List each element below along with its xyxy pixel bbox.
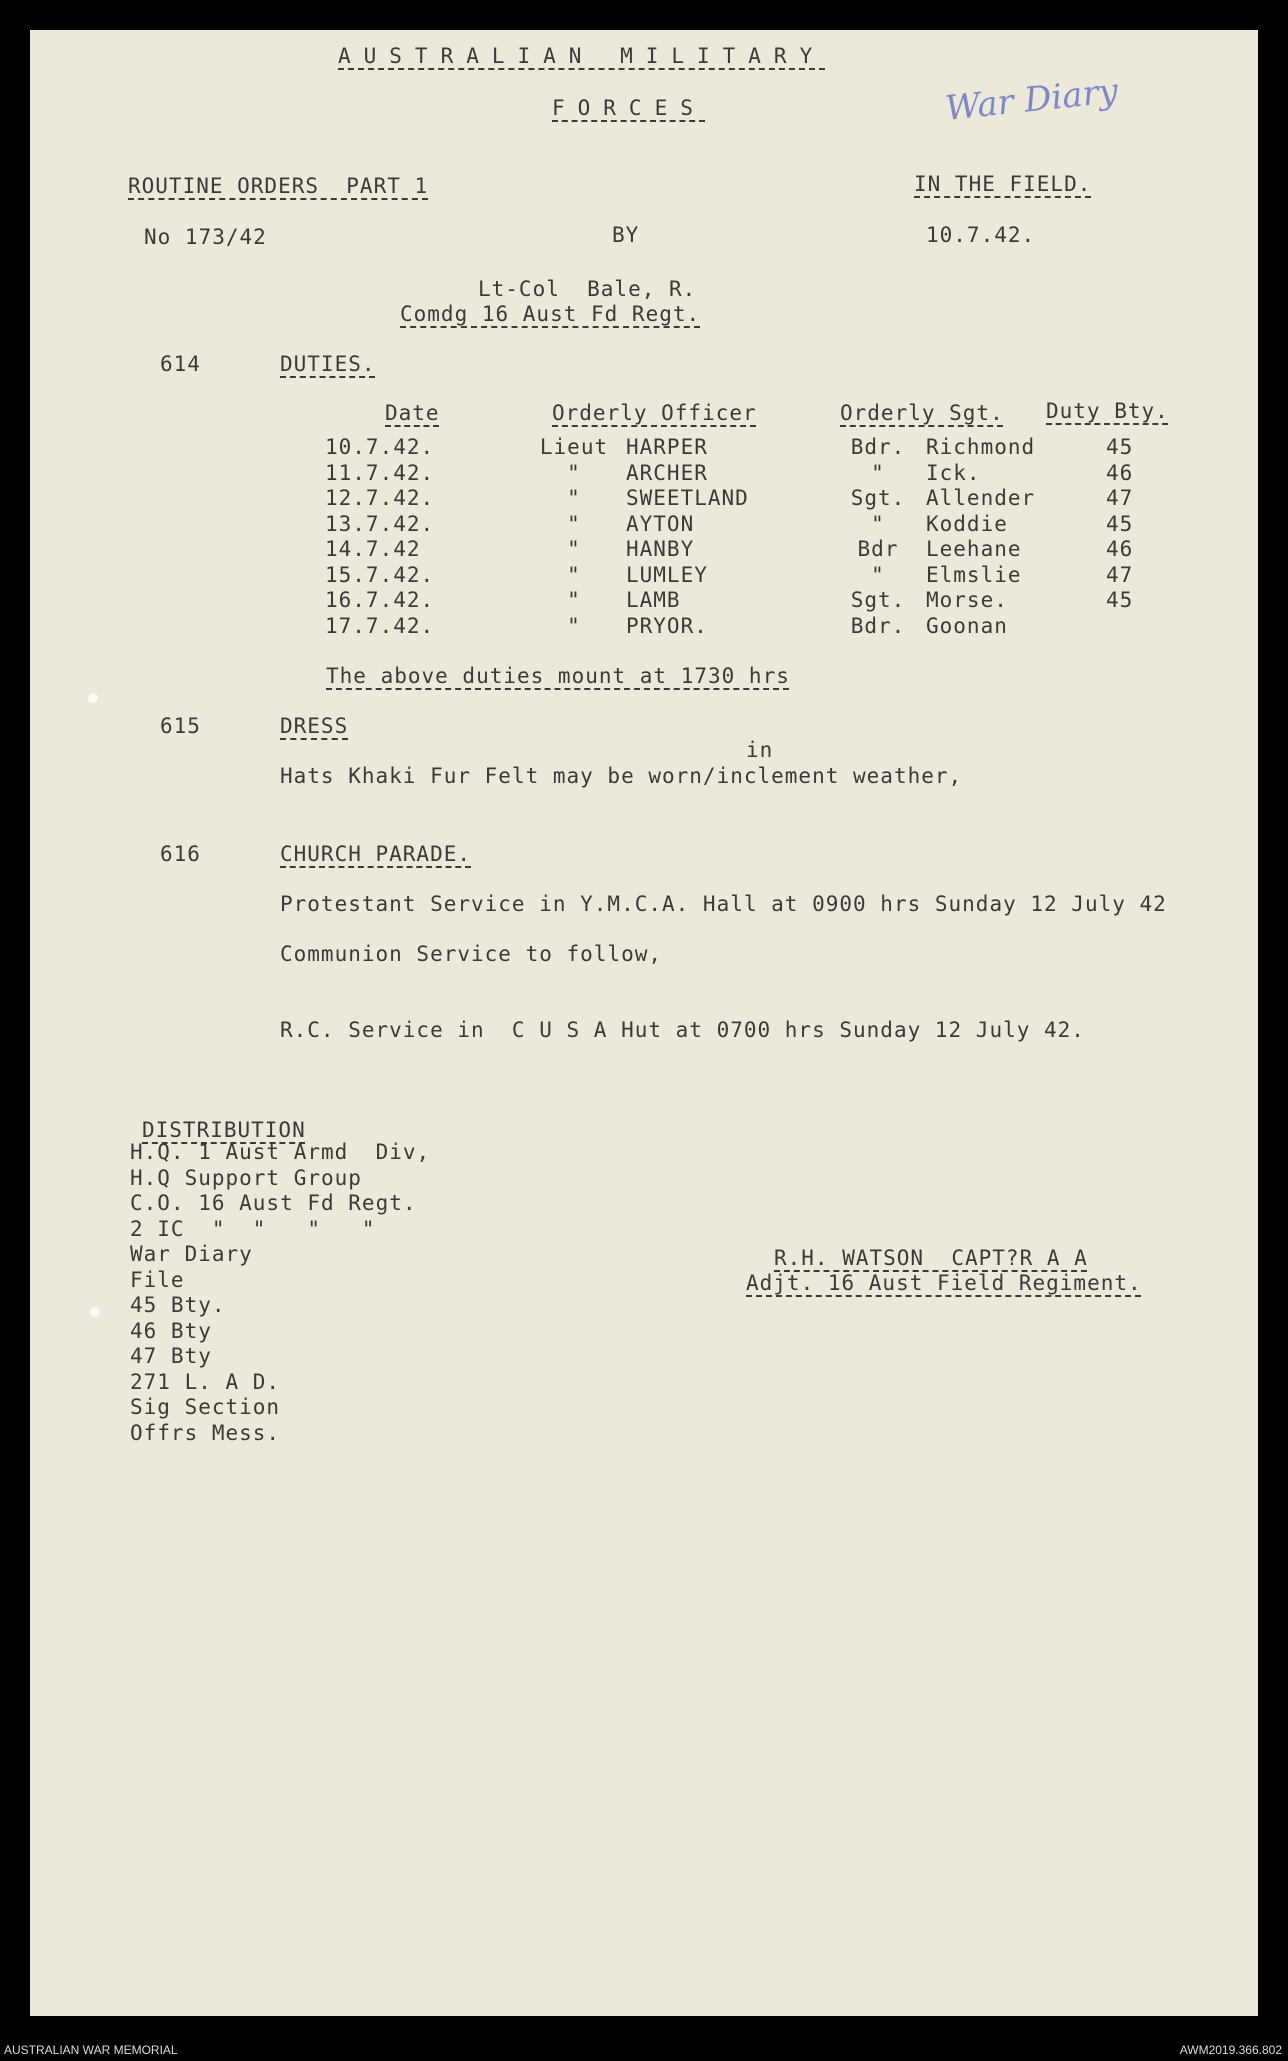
- distribution-entry: File: [130, 1267, 185, 1292]
- orderly-sgt: Leehane: [926, 537, 1022, 561]
- location-label: IN THE FIELD.: [914, 172, 1092, 196]
- duties-header-date: Date: [385, 401, 440, 425]
- duty-bty: 46: [1106, 460, 1134, 485]
- item-number: 614: [160, 352, 201, 376]
- footer-source: AUSTRALIAN WAR MEMORIAL: [4, 2043, 178, 2057]
- sgt-rank: Bdr.: [850, 435, 906, 459]
- orderly-sgt: Koddie: [926, 511, 1008, 536]
- distribution-entry: 271 L. A D.: [130, 1369, 281, 1394]
- orderly-sgt: Ick.: [926, 460, 981, 485]
- duty-date: 10.7.42.: [325, 435, 435, 459]
- distribution-title: DISTRIBUTION: [142, 1118, 306, 1142]
- duties-header-officer: Orderly Officer: [552, 401, 757, 425]
- distribution-entry: 2 IC " " " ": [130, 1216, 376, 1241]
- orderly-officer: PRYOR.: [626, 613, 708, 638]
- officer-rank: Lieut: [539, 435, 609, 459]
- duties-date-column: [325, 435, 434, 639]
- commander-name: Lt-Col Bale, R.: [478, 277, 697, 301]
- routine-orders-label: ROUTINE ORDERS PART 1: [128, 174, 429, 198]
- duty-date: 16.7.42.: [325, 588, 435, 612]
- orderly-officer: AYTON: [626, 511, 695, 536]
- duty-bty: [1106, 614, 1133, 640]
- item-title: CHURCH PARADE.: [280, 842, 472, 866]
- sgt-rank: ": [871, 460, 885, 485]
- item-title: DUTIES.: [280, 352, 376, 376]
- distribution-entry: C.O. 16 Aust Fd Regt.: [130, 1191, 417, 1215]
- orderly-sgt: Elmslie: [926, 562, 1022, 587]
- dress-insert: in: [746, 738, 774, 762]
- officer-rank: ": [567, 562, 581, 587]
- sgt-rank: ": [871, 511, 885, 536]
- distribution-entry: War Diary: [130, 1242, 253, 1266]
- duty-bty: 45: [1106, 435, 1134, 459]
- orderly-officer: HARPER: [626, 435, 708, 459]
- officer-rank: ": [567, 486, 581, 510]
- footer-reference: AWM2019.366.802: [1179, 2043, 1282, 2057]
- duties-header-sgt: Orderly Sgt.: [840, 401, 1004, 425]
- orderly-sgt: Allender: [926, 486, 1036, 510]
- heading-line-1: AUSTRALIAN MILITARY: [338, 44, 826, 68]
- church-line-1: Protestant Service in Y.M.C.A. Hall at 0900 hrs Sunday 12 July 42: [280, 892, 1167, 916]
- officer-rank: ": [567, 588, 581, 612]
- officer-rank: ": [567, 537, 581, 561]
- sgt-rank: ": [871, 562, 885, 587]
- duties-sgt-column: [926, 435, 1035, 639]
- duties-bty-column: [1106, 435, 1133, 639]
- orderly-officer: LAMB: [626, 588, 681, 612]
- orderly-officer: ARCHER: [626, 460, 708, 485]
- duty-date: 15.7.42.: [325, 562, 435, 587]
- orderly-officer: SWEETLAND: [626, 486, 749, 510]
- distribution-entry: Sig Section: [130, 1395, 281, 1419]
- duty-date: 12.7.42.: [325, 486, 435, 510]
- dress-text: Hats Khaki Fur Felt may be worn/inclement weather,: [280, 764, 963, 788]
- order-date: 10.7.42.: [926, 223, 1036, 247]
- duties-header-bty: Duty Bty.: [1046, 399, 1169, 423]
- item-number: 616: [160, 842, 201, 866]
- duty-date: 11.7.42.: [325, 460, 435, 485]
- distribution-entry: 46 Bty: [130, 1318, 212, 1343]
- officer-rank: ": [567, 613, 581, 638]
- duty-date: 17.7.42.: [325, 613, 435, 638]
- sgt-rank: Sgt.: [850, 588, 906, 612]
- sgt-rank: Bdr: [857, 537, 899, 561]
- orderly-sgt: Goonan: [926, 613, 1008, 638]
- distribution-entry: H.Q Support Group: [130, 1165, 362, 1190]
- distribution-entry: H.Q. 1 Aust Armd Div,: [130, 1140, 431, 1164]
- order-number: No 173/42: [144, 225, 267, 249]
- duties-officer-column: [626, 435, 749, 639]
- duty-bty: 47: [1106, 486, 1134, 510]
- officer-rank: ": [567, 460, 581, 485]
- signature-name: R.H. WATSON CAPT?R A A: [774, 1246, 1088, 1270]
- orderly-sgt: Morse.: [926, 588, 1008, 612]
- handwritten-annotation: War Diary: [943, 71, 1120, 129]
- punch-mark: [88, 693, 98, 703]
- orderly-officer: HANBY: [626, 537, 695, 561]
- document-page: [30, 30, 1258, 2016]
- duties-sgt-rank-column: [848, 435, 908, 639]
- distribution-entry: 45 Bty.: [130, 1293, 226, 1317]
- distribution-entry: Offrs Mess.: [130, 1420, 281, 1445]
- duty-bty: 46: [1106, 537, 1134, 561]
- duty-bty: 45: [1106, 588, 1134, 612]
- item-number: 615: [160, 714, 201, 738]
- signature-title: Adjt. 16 Aust Field Regiment.: [746, 1271, 1142, 1295]
- distribution-list: [130, 1140, 430, 1446]
- distribution-entry: 47 Bty: [130, 1344, 212, 1368]
- officer-rank: ": [567, 511, 581, 536]
- duty-bty: 47: [1106, 562, 1134, 587]
- duty-date: 13.7.42.: [325, 511, 435, 536]
- punch-mark: [90, 1307, 100, 1317]
- church-line-2: Communion Service to follow,: [280, 942, 663, 966]
- duty-bty: 45: [1106, 511, 1134, 536]
- duties-rank-column: [538, 435, 610, 639]
- sgt-rank: Bdr.: [850, 613, 906, 638]
- orderly-officer: LUMLEY: [626, 562, 708, 587]
- orderly-sgt: Richmond: [926, 435, 1036, 459]
- sgt-rank: Sgt.: [850, 486, 906, 510]
- commander-title: Comdg 16 Aust Fd Regt.: [400, 302, 701, 326]
- duties-note: The above duties mount at 1730 hrs: [326, 664, 790, 688]
- heading-line-2: FORCES: [552, 96, 706, 120]
- church-line-3: R.C. Service in C U S A Hut at 0700 hrs Sunday 12 July 42.: [280, 1018, 1085, 1042]
- by-label: BY: [612, 223, 640, 247]
- item-title: DRESS: [280, 714, 349, 738]
- duty-date: 14.7.42: [325, 537, 421, 561]
